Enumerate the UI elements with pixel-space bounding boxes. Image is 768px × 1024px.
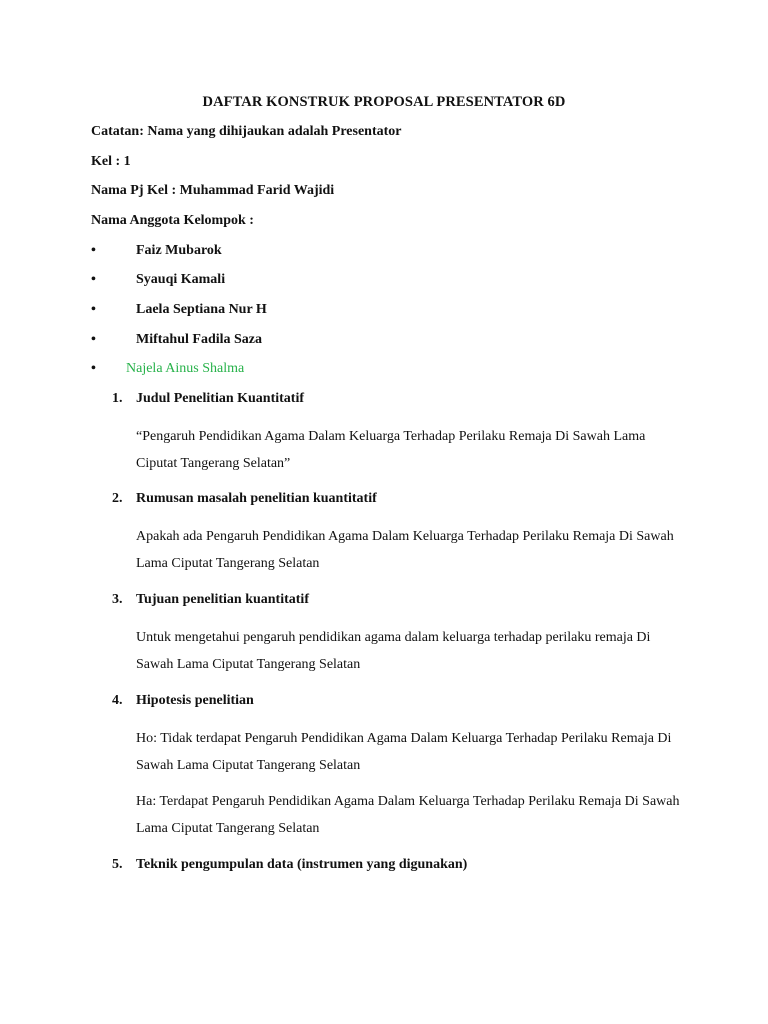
section-number: 3. [112, 592, 123, 607]
members-label: Nama Anggota Kelompok : [91, 213, 254, 228]
document-title: DAFTAR KONSTRUK PROPOSAL PRESENTATOR 6D [202, 94, 566, 110]
section-title: Teknik pengumpulan data (instrumen yang digunakan) [136, 857, 468, 872]
section-title: Judul Penelitian Kuantitatif [136, 391, 305, 406]
section-number: 4. [112, 693, 123, 708]
section-paragraph: Apakah ada Pengaruh Pendidikan Agama Dalam Keluarga Terhadap Perilaku Remaja Di Sawah Lama Ciputat Tangerang Selatan [136, 529, 674, 571]
section-paragraph: “Pengaruh Pendidikan Agama Dalam Keluarga Terhadap Perilaku Remaja Di Sawah Lama Ciputat Tangerang Selatan” [136, 429, 646, 471]
presenter-name: Najela Ainus Shalma [126, 361, 245, 376]
group-number: Kel : 1 [91, 154, 131, 169]
bullet-icon: • [91, 332, 96, 347]
member-name: Syauqi Kamali [136, 272, 226, 287]
bullet-icon: • [91, 361, 96, 376]
section-title: Rumusan masalah penelitian kuantitatif [136, 491, 377, 506]
section-title: Tujuan penelitian kuantitatif [136, 592, 309, 607]
group-leader: Nama Pj Kel : Muhammad Farid Wajidi [91, 183, 335, 198]
member-name: Faiz Mubarok [136, 243, 222, 258]
section-number: 2. [112, 491, 123, 506]
section-paragraph: Ho: Tidak terdapat Pengaruh Pendidikan Agama Dalam Keluarga Terhadap Perilaku Remaja Di Sawah Lama Ciputat Tangerang Selatan [136, 731, 672, 773]
bullet-icon: • [91, 272, 96, 287]
bullet-icon: • [91, 302, 96, 317]
section-number: 5. [112, 857, 123, 872]
bullet-icon: • [91, 243, 96, 258]
catatan-note: Catatan: Nama yang dihijaukan adalah Presentator [91, 124, 402, 139]
section-title: Hipotesis penelitian [136, 693, 254, 708]
section-number: 1. [112, 391, 123, 406]
member-name: Laela Septiana Nur H [136, 302, 267, 317]
member-name: Miftahul Fadila Saza [136, 332, 263, 347]
section-paragraph: Untuk mengetahui pengaruh pendidikan agama dalam keluarga terhadap perilaku remaja Di Sawah Lama Ciputat Tangerang Selatan [136, 630, 651, 672]
section-paragraph: Ha: Terdapat Pengaruh Pendidikan Agama Dalam Keluarga Terhadap Perilaku Remaja Di Sawah Lama Ciputat Tangerang Selatan [136, 794, 680, 836]
